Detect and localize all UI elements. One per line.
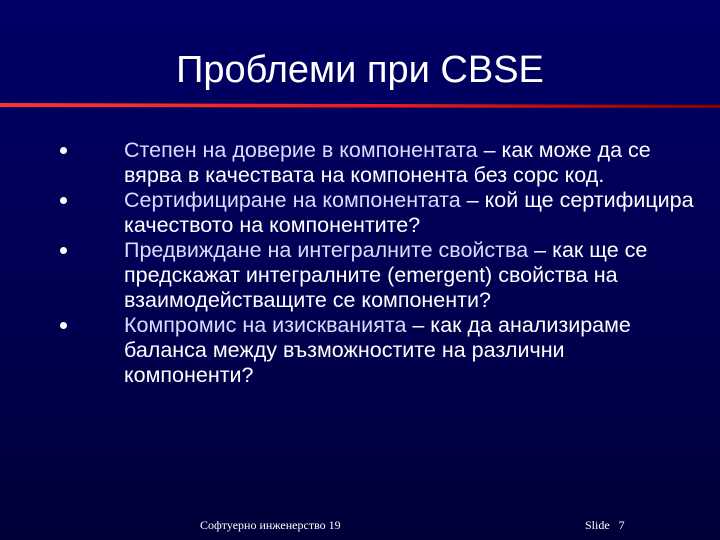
bullet-term: Сертифициране на компонентата [124,188,461,212]
bullet-dot-icon [60,322,67,329]
bullet-dot-icon [60,147,67,154]
footer-slide-number: Slide 7 [585,518,625,532]
bullet-item-trust [60,138,700,188]
bullet-item-certification [60,188,700,238]
bullet-term: Степен на доверие в компонентата [124,138,478,162]
bullet-text: – как ще се предскажат интегралните (emergent) свойства на взаимодействащите се компоненти? [124,238,648,312]
slide-title: Проблеми при CBSE [176,49,544,91]
bullet-list [60,138,700,388]
bullet-item-tradeoff [60,313,700,388]
title-underline [0,103,720,109]
bullet-term: Компромис на изискванията [124,313,407,337]
bullet-term: Предвиждане на интегралните свойства [124,238,529,262]
bullet-text: – как да анализираме баланса между възможностите на различни компоненти? [124,313,631,387]
bullet-item-prediction [60,238,700,313]
bullet-text: – как може да се вярва в качествата на компонента без сорс код. [124,138,651,187]
bullet-dot-icon [60,197,67,204]
bullet-text: – кой ще сертифицира качеството на компонентите? [124,188,694,237]
bullet-dot-icon [60,247,67,254]
footer-course-label: Софтуерно инженерство 19 [200,518,341,532]
